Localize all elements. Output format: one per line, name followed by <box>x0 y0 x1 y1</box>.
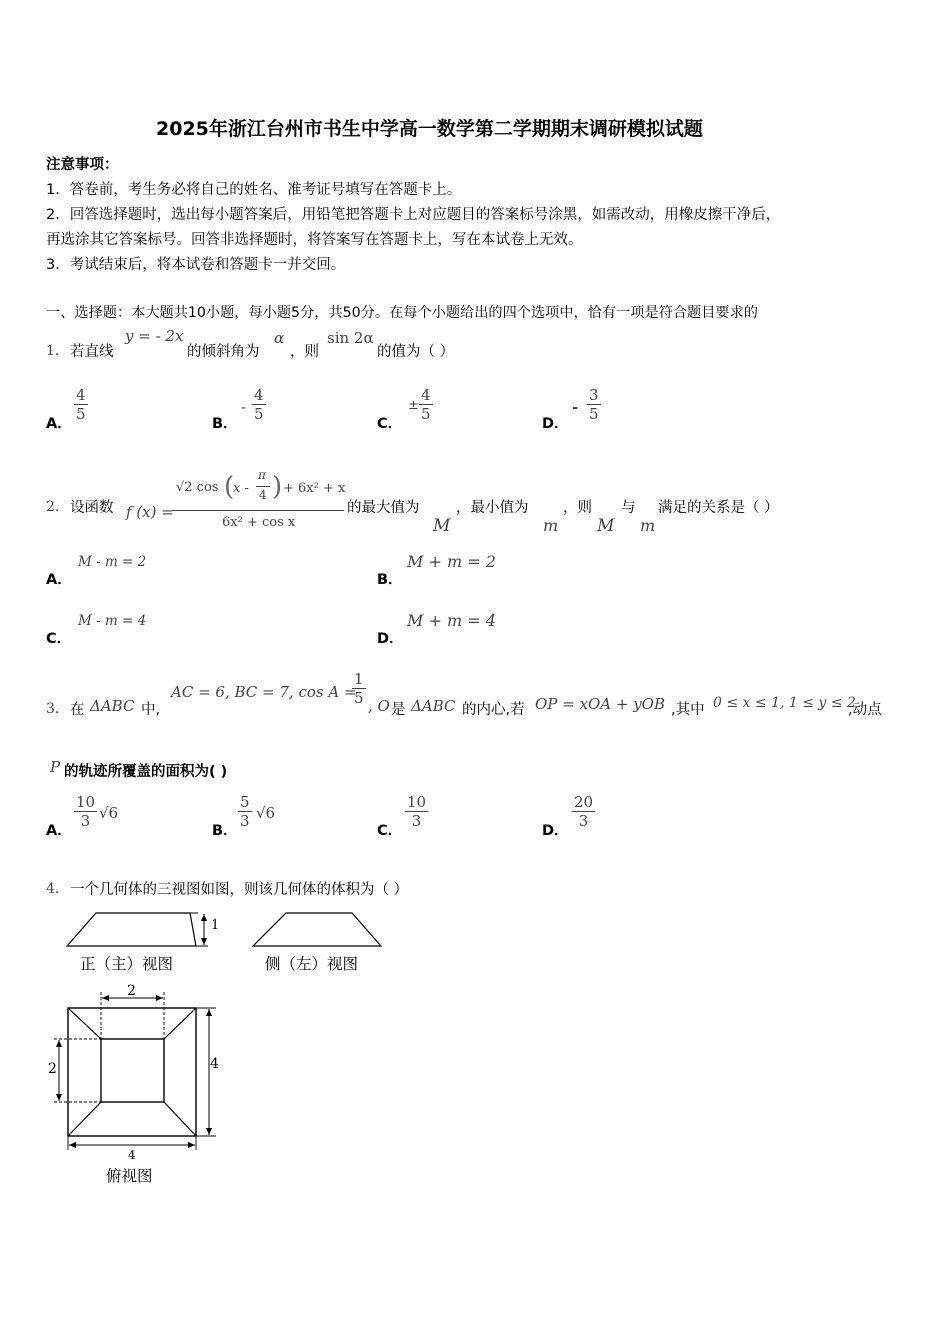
triangle-symbol: ΔABC <box>411 697 456 715</box>
question-text: 是 <box>391 702 406 718</box>
fraction-numerator: 5 <box>240 793 250 811</box>
sign: ± <box>408 398 419 413</box>
point-symbol: P <box>50 758 61 776</box>
height-dimension-label: 1 <box>211 918 220 933</box>
question-text: 一个几何体的三视图如图，则该几何体的体积为（ ） <box>70 882 409 898</box>
fraction-denominator: 5 <box>76 405 86 423</box>
arrow-up-icon <box>56 1040 62 1047</box>
question-number: 4． <box>46 881 69 897</box>
notice-heading: 注意事项： <box>46 157 119 173</box>
question-number: 3． <box>46 701 69 717</box>
question-text: ，则 <box>563 500 592 516</box>
sign: - <box>241 398 247 416</box>
arrow-down-icon <box>201 938 207 945</box>
side-view-drawing <box>246 906 391 954</box>
option-expression: M + m = 4 <box>407 611 496 630</box>
fraction-denominator: 3 <box>572 811 595 830</box>
fraction-denominator: 4 <box>259 488 267 502</box>
fraction <box>587 386 601 423</box>
top-view-label: 俯视图 <box>106 1167 153 1185</box>
question-text: 在 <box>70 702 85 718</box>
option-expression: M - m = 4 <box>78 613 147 629</box>
pi-symbol: π <box>258 468 266 482</box>
notice-item: 3．考试结束后，将本试卷和答题卡一并交回。 <box>46 257 346 273</box>
option-label: D． <box>542 416 569 432</box>
denominator: 6x² + cos x <box>222 515 296 530</box>
min-symbol: m <box>640 516 656 535</box>
front-view-trapezoid <box>67 913 196 946</box>
inner-square <box>101 1039 164 1102</box>
numerator-inner: x - <box>233 481 249 496</box>
edge-line <box>164 1008 196 1039</box>
notice-item: 1．答卷前，考生务必将自己的姓名、准考证号填写在答题卡上。 <box>46 182 462 198</box>
option-expression: M - m = 2 <box>78 554 147 570</box>
fraction <box>252 386 266 423</box>
side-view-trapezoid <box>253 913 381 946</box>
option-label: A． <box>46 572 72 588</box>
edge-line <box>68 1102 101 1136</box>
fraction <box>419 386 433 423</box>
option-label: B． <box>212 823 238 839</box>
fraction-denominator: 5 <box>254 405 264 423</box>
option-label: B． <box>212 416 238 432</box>
incenter-symbol: , O <box>368 697 390 715</box>
question-text: 满足的关系是（ ） <box>658 500 779 516</box>
fraction <box>352 670 366 707</box>
fraction <box>405 793 428 830</box>
numerator-root: √2 cos <box>176 480 219 495</box>
question-text: 的最大值为 <box>347 500 420 516</box>
question-text: 与 <box>621 500 636 516</box>
arrow-right-icon <box>188 1142 195 1148</box>
arrow-down-icon <box>206 1128 212 1135</box>
question-text: ，最小值为 <box>456 500 529 516</box>
fraction-numerator: 20 <box>574 793 594 811</box>
edge-line <box>68 1008 101 1039</box>
fraction-bar <box>256 486 270 487</box>
front-view-label: 正（主）视图 <box>80 955 174 973</box>
fraction-denominator: 5 <box>589 405 599 423</box>
arrow-right-icon <box>156 995 163 1001</box>
fraction-numerator: 10 <box>407 793 427 811</box>
left-paren: ( <box>224 472 235 502</box>
page-title: 2025年浙江台州市书生中学高一数学第二学期期末调研模拟试题 <box>156 118 703 140</box>
question-text: 的倾斜角为 <box>187 344 260 360</box>
vector-expression: OP = xOA + yOB <box>535 695 665 713</box>
fraction-denominator: 5 <box>421 405 431 423</box>
max-symbol: M <box>433 516 451 536</box>
arrow-down-icon <box>56 1094 62 1101</box>
question-number: 1． <box>46 343 69 359</box>
fraction-numerator: 1 <box>354 670 364 688</box>
question-text: 设函数 <box>70 500 114 516</box>
top-view-drawing <box>44 980 234 1160</box>
option-label: D． <box>377 631 404 647</box>
option-label: C． <box>46 631 72 647</box>
fraction-bar <box>172 510 344 511</box>
fraction-numerator: 3 <box>589 386 599 404</box>
fraction-numerator: 4 <box>421 386 431 404</box>
fraction-denominator: 3 <box>405 811 428 830</box>
fraction <box>74 386 88 423</box>
function-name: f (x) = <box>126 503 174 521</box>
alpha-symbol: α <box>274 329 285 347</box>
question-text: ,动点 <box>848 702 882 718</box>
arrow-up-icon <box>201 914 207 921</box>
arrow-left-icon <box>102 995 109 1001</box>
fraction-denominator: 3 <box>74 811 97 830</box>
front-view-drawing <box>60 906 230 954</box>
side-view-label: 侧（左）视图 <box>265 955 359 973</box>
question-text: 若直线 <box>70 344 114 360</box>
fraction <box>238 793 252 830</box>
min-symbol: m <box>543 516 559 535</box>
max-symbol: M <box>597 516 615 536</box>
right-paren: ) <box>272 472 283 502</box>
question-text: 中, <box>141 702 161 718</box>
root-expression: √6 <box>256 804 276 822</box>
option-label: A． <box>46 823 72 839</box>
edge-line <box>164 1102 196 1136</box>
sin-expression: sin 2α <box>327 329 374 347</box>
option-label: D． <box>542 823 569 839</box>
fraction <box>74 793 97 830</box>
option-label: A． <box>46 416 72 432</box>
root-expression: √6 <box>99 804 119 822</box>
dimension-label: 4 <box>210 1056 219 1072</box>
fraction-numerator: 4 <box>254 386 264 404</box>
fraction-denominator: 3 <box>240 812 250 830</box>
option-label: C． <box>377 416 403 432</box>
equation: y = - 2x <box>125 327 184 345</box>
dimension-label: 4 <box>128 1148 136 1162</box>
dimension-label: 2 <box>48 1061 57 1077</box>
option-label: C． <box>377 823 403 839</box>
fraction-denominator: 5 <box>354 689 364 707</box>
triangle-symbol: ΔABC <box>90 697 135 715</box>
fraction <box>572 793 595 830</box>
fraction-numerator: 4 <box>76 386 86 404</box>
question-text: ，则 <box>290 344 319 360</box>
notice-item: 2．回答选择题时，选出每小题答案后，用铅笔把答题卡上对应题目的答案标号涂黑，如需改动，用橡皮擦干净后， <box>46 207 781 223</box>
condition-expression: AC = 6, BC = 7, cos A = <box>171 683 357 701</box>
question-text: 的轨迹所覆盖的面积为( ) <box>64 764 228 780</box>
question-text: 的内心,若 <box>462 702 525 718</box>
function-fraction <box>172 470 344 538</box>
sign: - <box>572 398 579 416</box>
question-number: 2． <box>46 499 69 515</box>
fraction-numerator: 10 <box>76 793 96 811</box>
arrow-left-icon <box>69 1142 76 1148</box>
section-heading: 一、选择题：本大题共10小题，每小题5分，共50分。在每个小题给出的四个选项中，恰有一项是符合题目要求的 <box>46 305 758 321</box>
numerator-rest: + 6x² + x <box>283 481 346 496</box>
option-expression: M + m = 2 <box>407 552 496 571</box>
question-text: 的值为（ ） <box>377 344 455 360</box>
arrow-up-icon <box>206 1009 212 1016</box>
dimension-label: 2 <box>127 983 136 999</box>
range-expression: 0 ≤ x ≤ 1, 1 ≤ y ≤ 2 <box>713 695 856 711</box>
option-label: B． <box>377 572 403 588</box>
notice-item: 再选涂其它答案标号。回答非选择题时，将答案写在答题卡上，写在本试卷上无效。 <box>46 232 583 248</box>
question-text: ,其中 <box>671 702 705 718</box>
